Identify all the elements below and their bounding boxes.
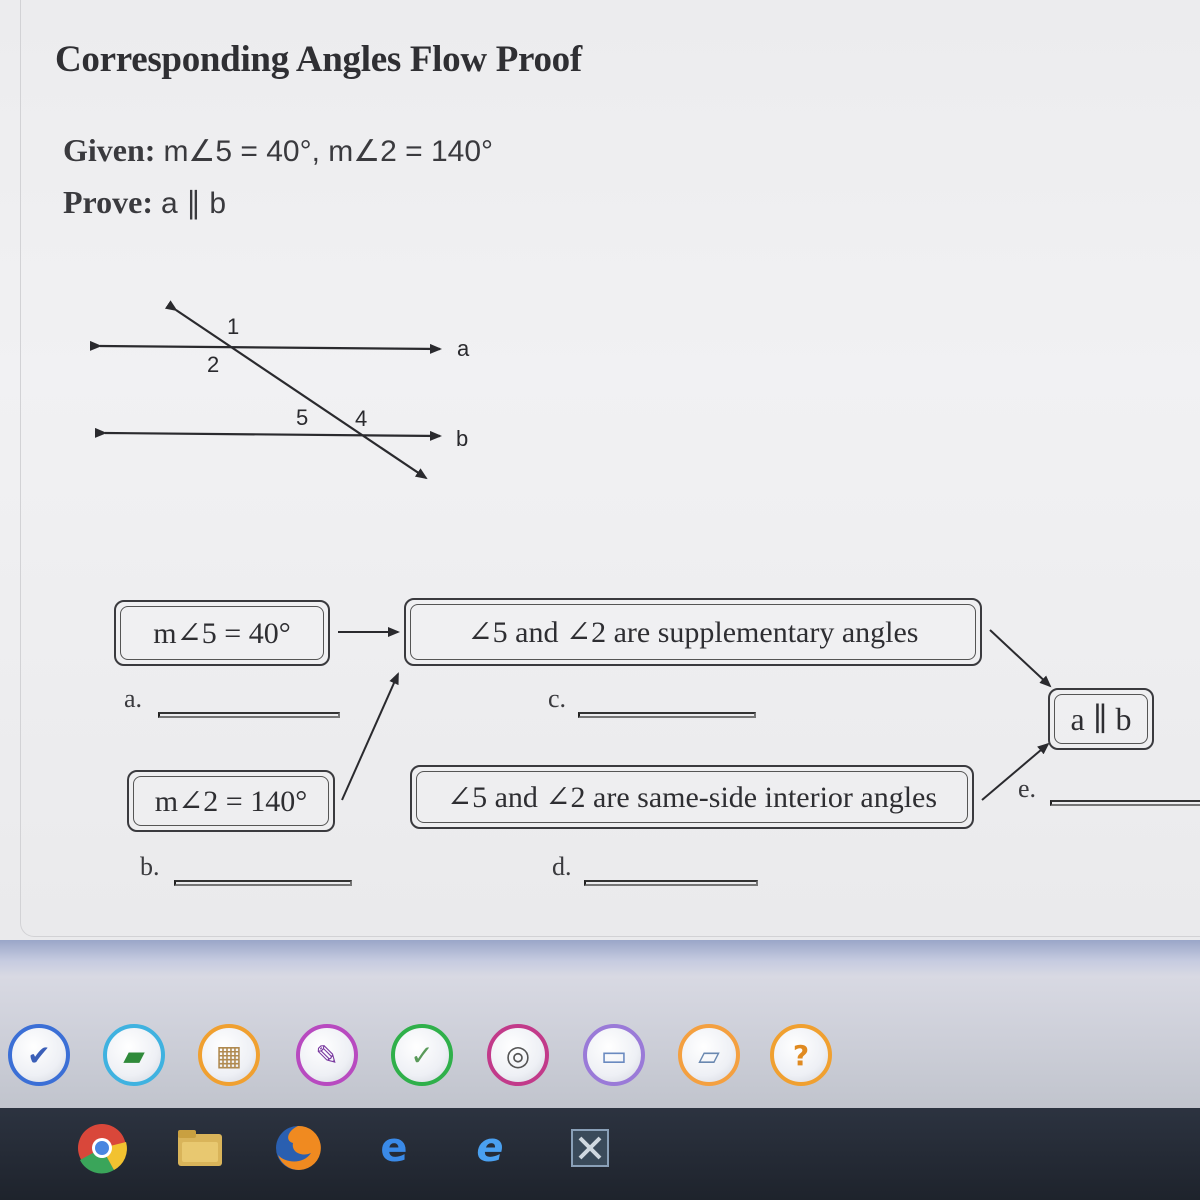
angle-label-1: 1 — [227, 314, 240, 339]
edge-icon[interactable]: e — [380, 1125, 408, 1171]
os-taskbar — [0, 1108, 1200, 1200]
chat-icon[interactable]: ▭ — [583, 1024, 645, 1086]
angle-label-5: 5 — [296, 405, 309, 430]
reason-letter-d: d. — [552, 852, 572, 881]
folder-icon[interactable] — [172, 1120, 228, 1176]
reason-letter-a: a. — [124, 684, 143, 713]
transversal-line — [176, 310, 426, 478]
flow-box-supplementary: ∠5 and ∠2 are supplementary angles — [404, 598, 982, 666]
app-icon[interactable] — [562, 1120, 618, 1176]
calculator-icon[interactable]: ▦ — [198, 1024, 260, 1086]
arrow-d-to-e — [982, 744, 1048, 800]
flow-box-given-angle2: m∠2 = 140° — [127, 770, 335, 832]
reason-letter-c: c. — [548, 684, 567, 713]
flow-box-same-side-interior: ∠5 and ∠2 are same-side interior angles — [410, 765, 974, 829]
angle-label-4: 4 — [355, 406, 368, 431]
line-b — [105, 433, 440, 436]
tool-palette — [0, 1016, 1200, 1096]
flow-box-given-angle5: m∠5 = 40° — [114, 600, 330, 666]
ie-icon[interactable]: e — [476, 1125, 504, 1171]
line-label-b: b — [456, 426, 469, 451]
reason-letter-e: e. — [1018, 774, 1037, 803]
help-icon[interactable]: ? — [770, 1024, 832, 1086]
firefox-icon[interactable] — [270, 1120, 326, 1176]
arrow-c-to-e — [990, 630, 1050, 686]
page-title: Corresponding Angles Flow Proof — [55, 39, 582, 80]
reason-input-e[interactable] — [1050, 800, 1200, 806]
notebook-icon[interactable]: ▰ — [103, 1024, 165, 1086]
given-expression: m∠5 = 40°, m∠2 = 140° — [163, 135, 494, 168]
line-a — [100, 346, 440, 349]
check-icon[interactable]: ✔ — [8, 1024, 70, 1086]
pin-icon[interactable]: ✎ — [296, 1024, 358, 1086]
reason-input-b[interactable] — [174, 880, 352, 886]
prove-label: Prove: — [63, 184, 154, 220]
clipboard-icon[interactable]: ✓ — [391, 1024, 453, 1086]
reason-letter-b: b. — [140, 852, 160, 881]
reason-input-c[interactable] — [578, 712, 756, 718]
reason-input-a[interactable] — [158, 712, 340, 718]
tray-icon[interactable]: ▱ — [678, 1024, 740, 1086]
reason-input-d[interactable] — [584, 880, 758, 886]
given-label: Given: — [63, 132, 156, 168]
arrow-b-to-c — [342, 674, 398, 800]
prove-expression: a ∥ b — [161, 187, 227, 220]
line-label-a: a — [457, 336, 470, 361]
target-icon[interactable]: ◎ — [487, 1024, 549, 1086]
chrome-icon[interactable] — [74, 1120, 130, 1176]
angle-label-2: 2 — [207, 352, 220, 377]
flow-box-conclusion: a ∥ b — [1048, 688, 1154, 750]
